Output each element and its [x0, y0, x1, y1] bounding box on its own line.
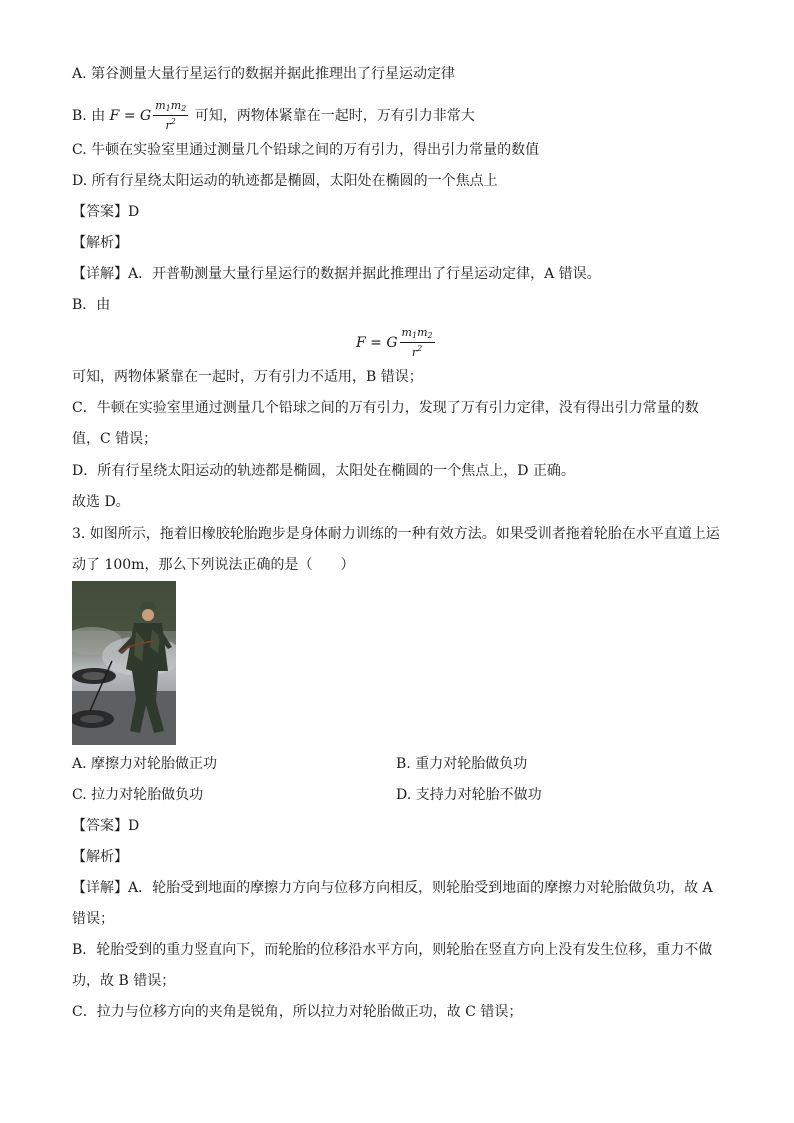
training-photo	[72, 581, 176, 745]
q2-option-a: A. 第谷测量大量行星运行的数据并据此推理出了行星运动定律	[72, 66, 456, 82]
q3-detail-a-line2: 错误；	[72, 911, 114, 927]
q3-option-a: A. 摩擦力对轮胎做正功	[72, 756, 218, 772]
q2-option-b-prefix: B. 由	[72, 108, 106, 124]
q2-conclusion: 故选 D。	[72, 494, 130, 510]
q2-detail-a: 【详解】A．开普勒测量大量行星运行的数据并据此推理出了行星运动定律，A 错误。	[72, 266, 601, 282]
q3-option-c: C. 拉力对轮胎做负功	[72, 787, 204, 803]
formula-lhs: F = G	[109, 108, 152, 124]
q3-detail-b-line2: 功，故 B 错误；	[72, 973, 176, 989]
q3-answer: 【答案】D	[72, 818, 140, 834]
q2-analysis-label: 【解析】	[72, 235, 128, 251]
q3-analysis-label: 【解析】	[72, 849, 128, 865]
q3-detail-b-line1: B．轮胎受到的重力竖直向下，而轮胎的位移沿水平方向，则轮胎在竖直方向上没有发生位移，重力不做	[72, 942, 713, 958]
q3-detail-a-line1: 【详解】A．轮胎受到地面的摩擦力方向与位移方向相反，则轮胎受到地面的摩擦力对轮胎做负功，故 A	[72, 880, 713, 896]
centered-formula: F = G $\frac{m_1m_2}{r^2}$	[356, 326, 433, 359]
q2-answer: 【答案】D	[72, 204, 140, 220]
q2-option-b-formula	[109, 99, 195, 132]
q2-detail-b-after: 可知，两物体紧靠在一起时，万有引力不适用，B 错误；	[72, 369, 423, 385]
formula-fraction: $\frac{m_1m_2}{r^2}$	[155, 99, 187, 132]
q2-detail-c-line1: C．牛顿在实验室里通过测量几个铅球之间的万有引力，发现了万有引力定律，没有得出引力常量的数	[72, 400, 699, 416]
q2-option-c: C. 牛顿在实验室里通过测量几个铅球之间的万有引力，得出引力常量的数值	[72, 142, 540, 158]
q3-option-d: D. 支持力对轮胎不做功	[396, 787, 542, 803]
q2-detail-b-intro: B．由	[72, 297, 111, 313]
q3-stem-line2: 动了 100m，那么下列说法正确的是（ ）	[72, 557, 355, 573]
q2-option-d: D. 所有行星绕太阳运动的轨迹都是椭圆，太阳处在椭圆的一个焦点上	[72, 173, 498, 189]
q2-option-b-suffix: 可知，两物体紧靠在一起时，万有引力非常大	[194, 108, 475, 124]
q2-detail-d: D．所有行星绕太阳运动的轨迹都是椭圆，太阳处在椭圆的一个焦点上，D 正确。	[72, 463, 575, 479]
q3-stem-line1: 3. 如图所示，拖着旧橡胶轮胎跑步是身体耐力训练的一种有效方法。如果受训者拖着轮胎在水平直道上运	[72, 526, 720, 542]
q2-option-b	[72, 100, 475, 132]
q3-option-b: B. 重力对轮胎做负功	[396, 756, 528, 772]
q2-detail-c-line2: 值，C 错误；	[72, 431, 158, 447]
q3-detail-c: C．拉力与位移方向的夹角是锐角，所以拉力对轮胎做正功，故 C 错误；	[72, 1004, 523, 1020]
